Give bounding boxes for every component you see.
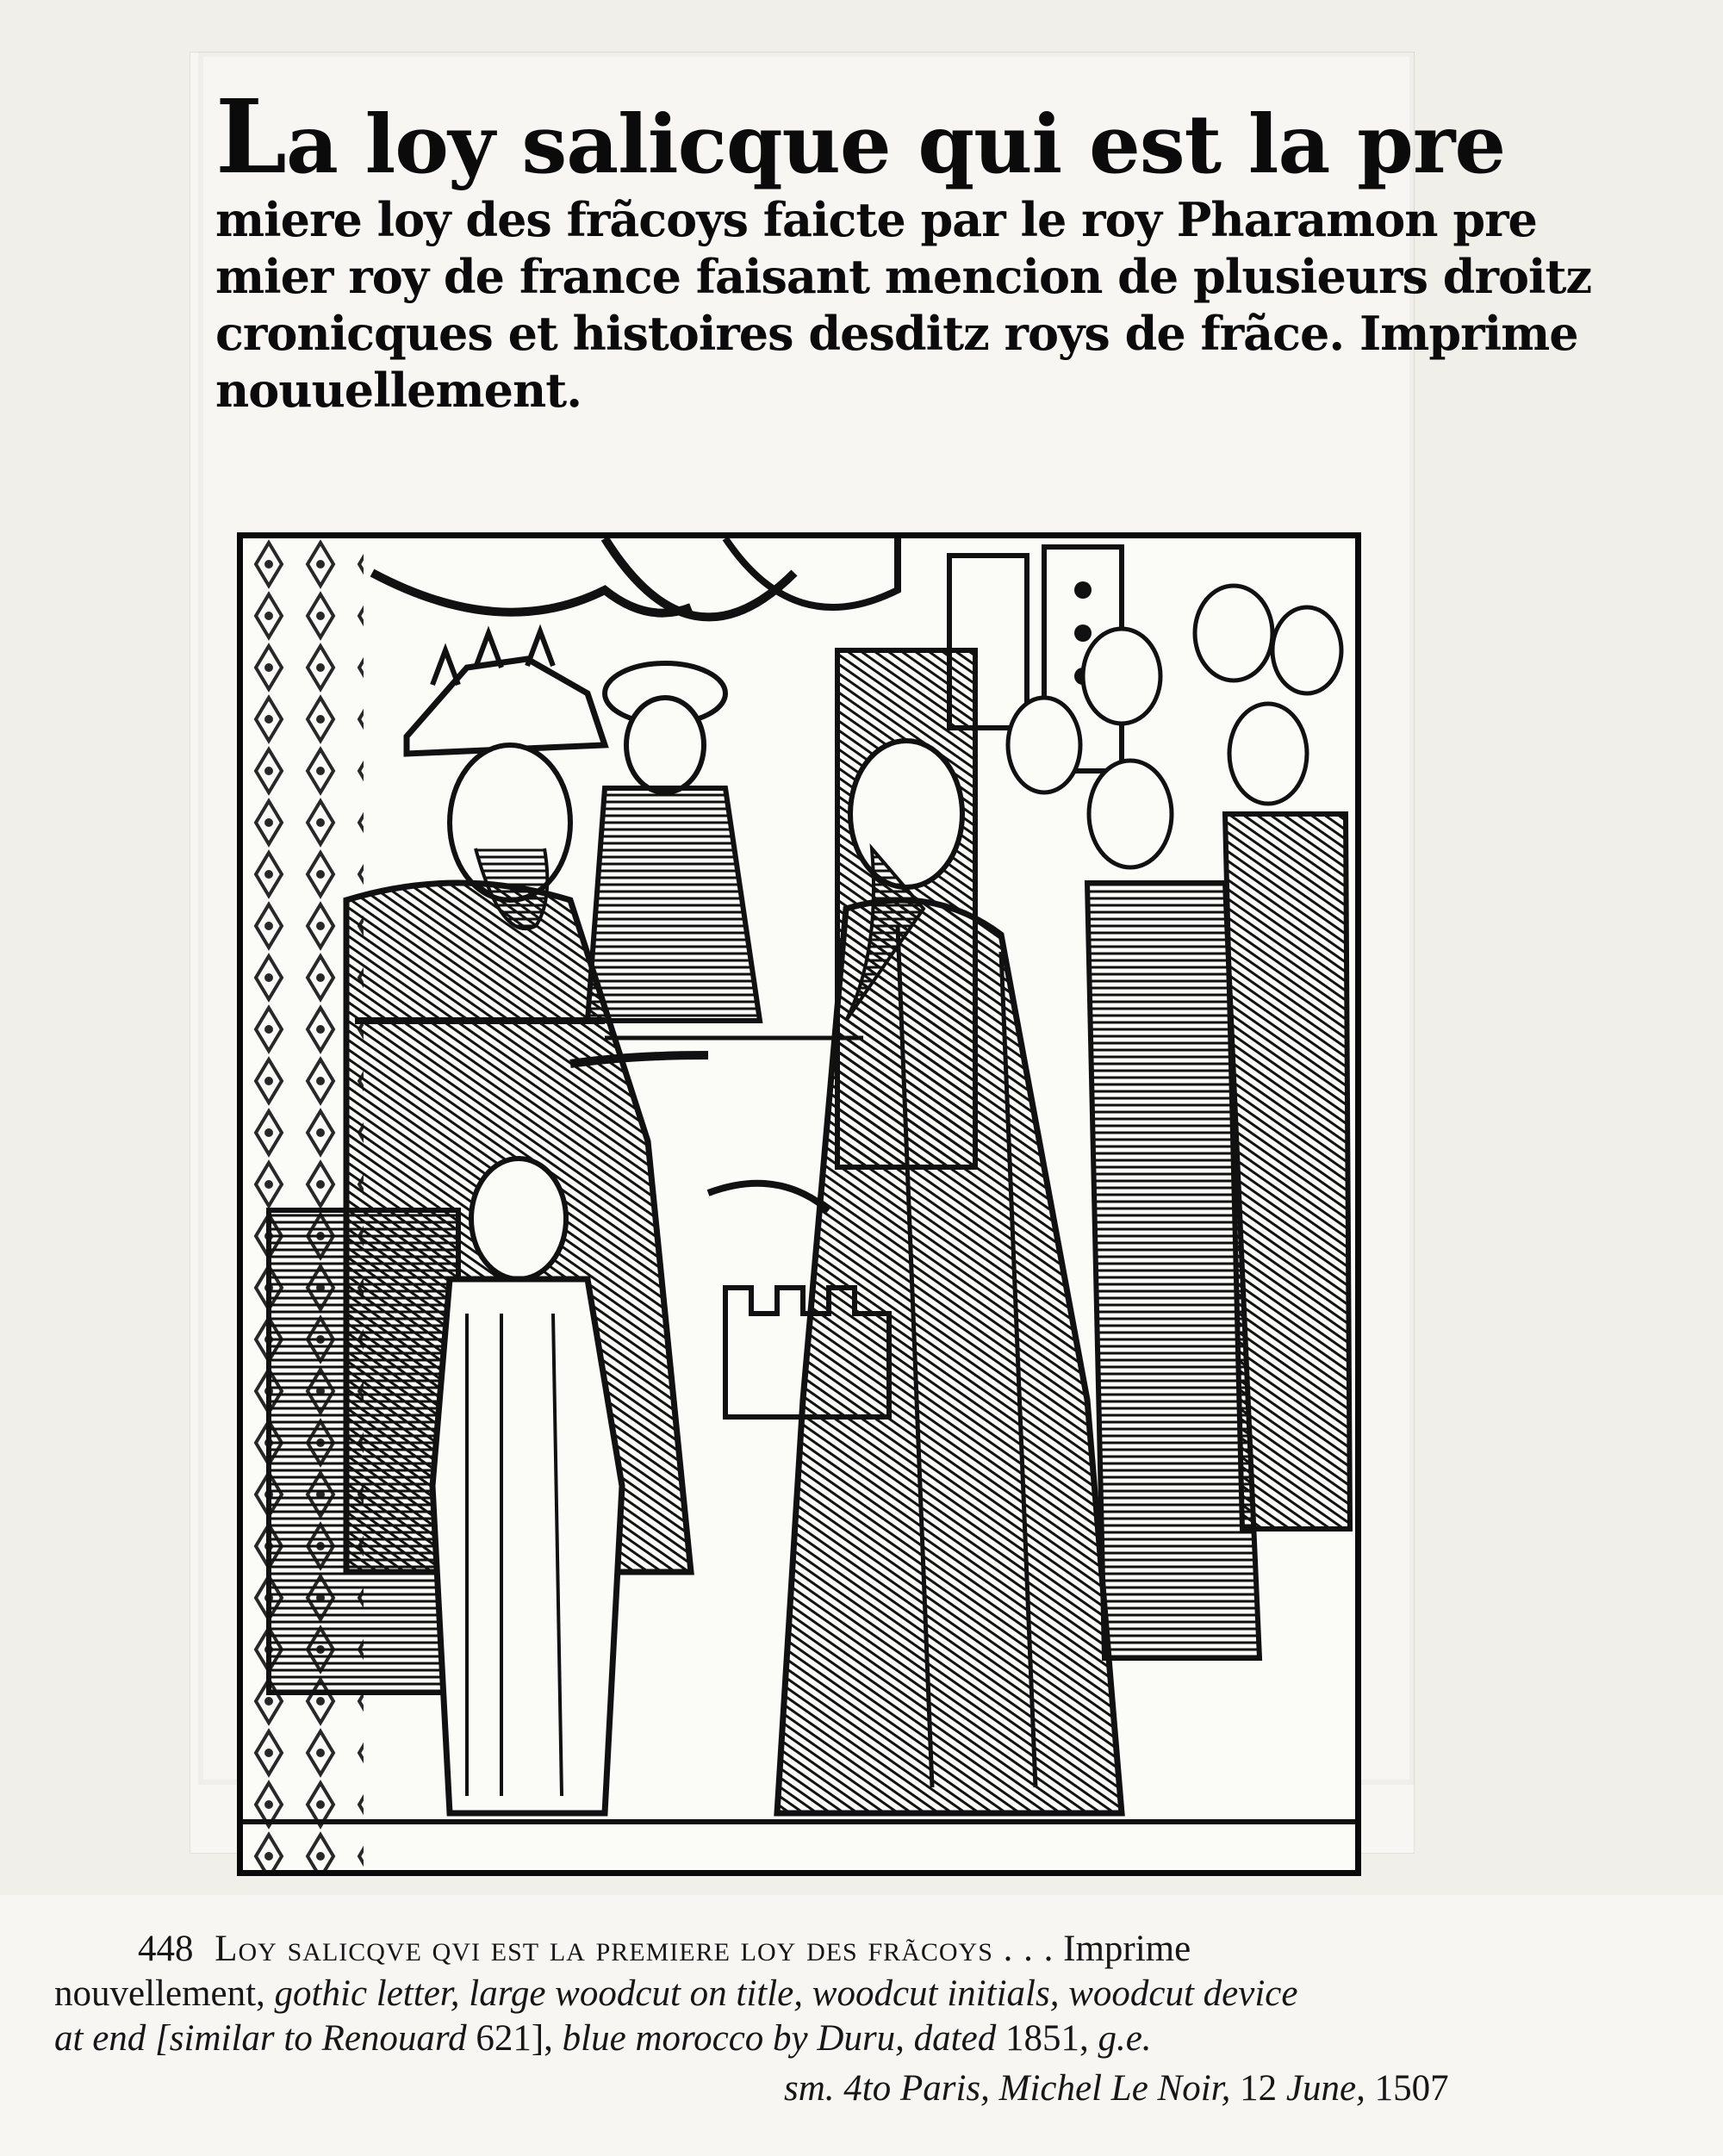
title-line-1 (215, 77, 1506, 196)
caption-line-2 (54, 1973, 1297, 2016)
woodcut-illustration (237, 532, 1361, 1876)
woodcut-illustration-svg (243, 538, 1355, 1870)
gothic-title-block (215, 77, 1592, 419)
drop-initial: L (215, 77, 286, 196)
caption-title: Loy salicqve qvi est la premiere loy des frãcoys . . . (215, 1929, 1054, 1969)
lot-number: 448 (138, 1929, 194, 1969)
caption-line-3-italic-b: blue morocco by Duru, dated (562, 2018, 997, 2059)
elder-figure (708, 741, 1122, 1813)
title-line-2: miere loy des frãcoys faicte par le roy Pharamon pre (215, 192, 1537, 247)
caption-line-4 (784, 2067, 1449, 2110)
caption-line-3-italic-a: at end [similar to Renouard (54, 2018, 467, 2059)
renouard-number: 621], (476, 2018, 553, 2059)
caption-line-1 (138, 1928, 1191, 1971)
title-line-5: nouuellement. (215, 363, 582, 418)
imprint-day: 12 (1240, 2068, 1278, 2109)
caption-line-2-italic: gothic letter, large woodcut on title, woodcut initials, woodcut device (274, 1973, 1298, 2014)
caption-line-3-end: g.e. (1098, 2018, 1152, 2059)
imprint-month: June, (1285, 2068, 1365, 2109)
imprint-place: sm. 4to Paris, Michel Le Noir, (784, 2068, 1231, 2109)
title-line-4: cronicques et histoires desditz roys de frãce. Imprime (215, 306, 1578, 361)
binding-year: 1851, (1005, 2018, 1089, 2059)
caption-line-2-start: nouvellement, (54, 1973, 265, 2014)
title-line-3: mier roy de france faisant mencion de plusieurs droitz (215, 249, 1592, 304)
caption-line-3 (54, 2017, 1152, 2060)
title-line-1-text: a loy salicque qui est la pre (285, 97, 1506, 192)
attendant-figure (588, 663, 863, 1038)
imprint-year: 1507 (1374, 2068, 1449, 2109)
caption-title-end: Imprime (1063, 1929, 1191, 1969)
